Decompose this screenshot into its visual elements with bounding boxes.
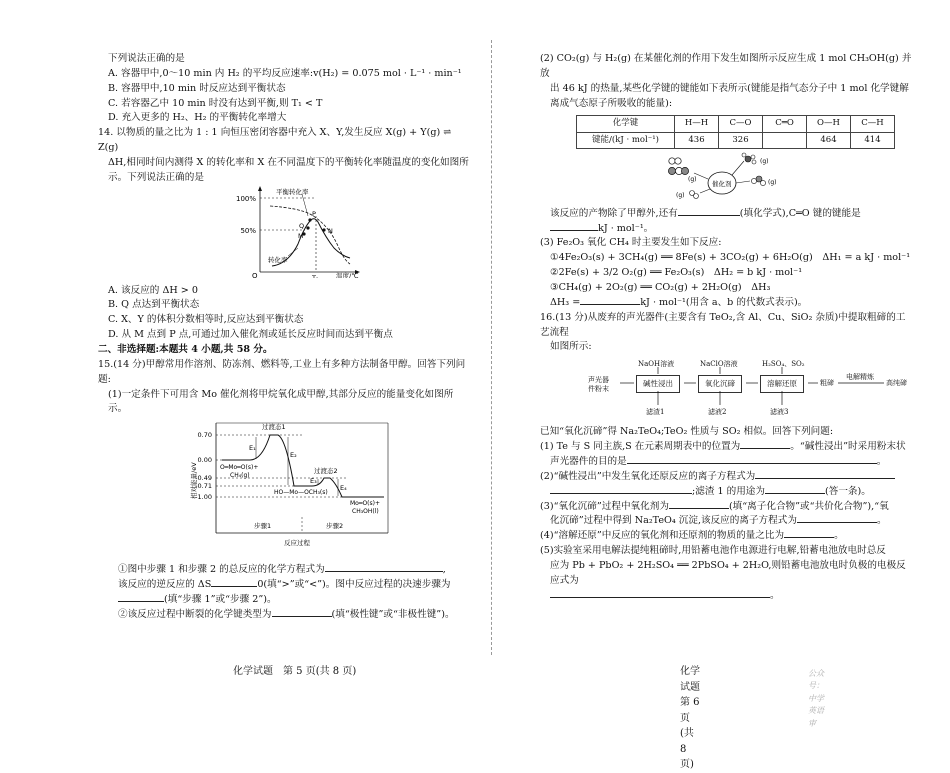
q16-q4-text: (4)“溶解还原”中反应的氧化剂和还原剂的物质的量之比为: [540, 530, 785, 542]
q16-q1-line-2: 声光器件的目的是 。: [550, 455, 887, 467]
q15-tick-000: 0.00: [197, 456, 212, 465]
q15-2-text-a: 该反应的产物除了甲醇外,还有: [550, 207, 678, 219]
catalyst-reaction-diagram: [540, 151, 915, 201]
table-header-row: [577, 116, 895, 132]
q14-point-p: P: [312, 209, 316, 218]
flow-reagent-3: H₂SO₄、SO₂: [762, 360, 805, 369]
q16-q2-line-2: [540, 485, 915, 500]
ratio-blank[interactable]: [784, 529, 834, 538]
q15-2-question-line: [540, 207, 915, 222]
left-page-footer: 化学试题 第 5 页(共 8 页): [233, 666, 357, 677]
q14-stem-3: 示。下列说法正确的是: [108, 171, 204, 183]
table-cell: 436: [675, 132, 719, 148]
q15-3-reaction-2: ②2Fe(s) + 3/2 O₂(g) ══ Fe₂O₃(s) ΔH₂ = b kJ · mol⁻¹: [550, 267, 803, 279]
q14-y-50: 50%: [240, 226, 256, 235]
q15-y-label: 相对能量/eV: [190, 462, 198, 500]
q16-q2-line-1: [540, 470, 915, 485]
flow-step-oxidative-precip: 氧化沉碲: [698, 375, 742, 393]
table-header: 化学键: [577, 116, 675, 132]
table-row: [577, 132, 895, 148]
right-page-footer: 化学试题 第 6 页(共 8 页): [680, 666, 710, 770]
q15-3-text-a: ΔH₃ =: [550, 296, 581, 308]
q14-stem-1: 14. 以物质的量之比为 1 : 1 向恒压密闭容器中充入 X、Y,发生反应 X(g) + Y(g) ⇌ Z(g): [98, 127, 452, 154]
q15-state-3b: CH₃OH(l): [352, 508, 379, 516]
delta-h3-blank[interactable]: [580, 296, 640, 305]
section-2-heading: 二、非选择题:本题共 4 小题,共 58 分。: [98, 344, 273, 356]
q16-q2-text-b: ;滤渣 1 的用途为: [692, 485, 765, 497]
q15-state-2: HO—Mo—OCH₃(s): [274, 489, 328, 497]
q14-option-c: C. X、Y 的体积分数相等时,反应达到平衡状态: [108, 314, 304, 326]
q16-q1-text-b: 。“碱性浸出”时采用粉末状: [790, 441, 906, 453]
q13-option-c: C. 若容器乙中 10 min 时没有达到平衡,则 T₁ < T: [108, 97, 323, 109]
q15-part-1: (1)一定条件下可用含 Mo 催化剂将甲烷氧化成甲醇,其部分反应的能量变化如图所示。: [108, 388, 454, 415]
anode-reaction-blank[interactable]: [550, 589, 770, 598]
table-header: H—H: [675, 116, 719, 132]
q15-state-1a: O═Mo═O(s)+: [220, 464, 259, 472]
page-divider: [491, 40, 492, 655]
table-header: O—H: [807, 116, 851, 132]
q16-q3-text-a: (3)“氧化沉碲”过程中氧化剂为: [540, 500, 669, 512]
q14-conv-label: 转化率: [268, 255, 288, 264]
q15-tick-070: 0.70: [197, 431, 212, 440]
q14-stem-2: ΔH,相同时间内测得 X 的转化率和 X 在不同温度下的平衡转化率随温度的变化如图所: [108, 157, 469, 169]
s-position-blank[interactable]: [740, 440, 790, 449]
q15-3-reaction-3: ③CH₄(g) + 2O₂(g) ══ CO₂(g) + 2H₂O(g) ΔH₃: [550, 281, 771, 293]
q15-tick-100: -1.00: [195, 493, 212, 502]
process-flowchart: [588, 357, 915, 421]
q15-state-3a: Mo═O(s)+: [350, 500, 381, 508]
q15-2-line-3: 离成气态原子所吸收的能量):: [550, 97, 673, 109]
flow-raw-2: 件粉末: [588, 385, 609, 394]
q14-t1: T₁: [312, 273, 319, 278]
right-column: [540, 52, 915, 604]
q15-e3: E₃: [310, 477, 317, 486]
q15-step-2: 步骤2: [326, 522, 344, 531]
table-header: C—H: [851, 116, 895, 132]
q14-point-q: Q: [299, 221, 305, 230]
q15-tick-049: -0.49: [195, 474, 212, 483]
q15-ts2: 过渡态2: [314, 467, 338, 476]
q15-2-text-b: (填化学式),C═O 键的键能是: [739, 207, 861, 219]
q16-q2-text-c: (答一条)。: [825, 485, 871, 497]
q14-eq-label: 平衡转化率: [276, 187, 309, 196]
flow-arrows: [588, 357, 918, 421]
q16-q2-text-a: (2)“碱性浸出”中发生氧化还原反应的离子方程式为: [540, 470, 756, 482]
flow-reagent-1: NaOH溶液: [638, 360, 675, 369]
q13-option-d: D. 充入更多的 H₂、H₂ 的平衡转化率增大: [108, 112, 287, 124]
flow-waste-2: 滤液2: [708, 408, 727, 417]
bond-energy-blank[interactable]: [550, 222, 598, 231]
q14-y-100: 100%: [235, 194, 256, 203]
flow-crude-te: 粗碲: [820, 379, 834, 388]
flow-waste-3: 滤液3: [770, 408, 789, 417]
q14-point-n: N: [328, 226, 333, 235]
q16-q3-text-b: (填“离子化合物”或“共价化合物”),“氧: [728, 500, 889, 512]
q15-2-text-c: kJ · mol⁻¹。: [598, 222, 654, 234]
table-cell: 464: [807, 132, 851, 148]
leach-equation-blank[interactable]: [755, 470, 895, 479]
diagram-gas-2: (g): [760, 157, 769, 165]
q16-q1-line-1: [540, 440, 915, 455]
q15-ii-text-b: (填“极性键”或“非极性键”)。: [331, 608, 455, 620]
powder-purpose-blank[interactable]: [627, 455, 877, 464]
q15-3-text-b: kJ · mol⁻¹(用含 a、b 的代数式表示)。: [640, 296, 808, 308]
table-header: C═O: [763, 116, 807, 132]
q15-2-line-1: (2) CO₂(g) 与 H₂(g) 在某催化剂的作用下发生如图所示反应生成 1 mol CH₃OH(g) 并放: [540, 53, 912, 79]
q16-given-info: 已知“氧化沉碲”得 Na₂TeO₄;TeO₂ 性质与 SO₂ 相似。回答下列问题:: [540, 426, 834, 438]
q15-ii-text-a: ②该反应过程中断裂的化学键类型为: [118, 608, 272, 620]
q15-i-text-2a: 该反应的逆反应的 ΔS: [118, 579, 212, 591]
q16-q5-line-1: (5)实验室采用电解法提纯粗碲时,用铅蓄电池作电源进行电解,铅蓄电池放电时总反: [540, 545, 886, 557]
q16-q5-line-3: 。: [540, 589, 915, 604]
q15-x-label: 反应过程: [284, 539, 310, 548]
q15-i-text-1: ①图中步骤 1 和步骤 2 的总反应的化学方程式为: [118, 564, 325, 576]
oxidant-blank[interactable]: [669, 500, 729, 509]
residue-use-blank[interactable]: [765, 485, 825, 494]
precip-equation-blank[interactable]: [797, 514, 877, 523]
q16-q4-line: (4)“溶解还原”中反应的氧化剂和还原剂的物质的量之比为 。: [540, 530, 844, 542]
q16-q3-line-2: 化沉碲”过程中得到 Na₂TeO₄ 沉淀,该反应的离子方程式为 。: [550, 515, 887, 527]
q16-q1-text-a: (1) Te 与 S 同主族,S 在元素周期表中的位置为: [540, 441, 741, 453]
flow-step-dissolve-reduce: 溶解还原: [760, 375, 804, 393]
q14-origin: O: [252, 271, 258, 278]
q14-option-d: D. 从 M 点到 P 点,可通过加入催化剂或延长反应时间而达到平衡点: [108, 329, 393, 341]
q16-q5-line-2: 应为 Pb + PbO₂ + 2H₂SO₄ ══ 2PbSO₄ + 2H₂O,则铅蓄电池放电时负极的电极反应式为: [550, 559, 906, 586]
q15-i-line-1: ①图中步骤 1 和步骤 2 的总反应的化学方程式为 ,: [118, 564, 446, 576]
flow-pure-te: 高纯碲: [886, 379, 907, 388]
q15-3-stem: (3) Fe₂O₃ 氧化 CH₄ 时主要发生如下反应:: [540, 237, 722, 249]
q16-q1-text-c: 声光器件的目的是: [550, 455, 627, 467]
q15-e4: E₄: [340, 484, 347, 493]
q16-stem-2: 如图所示:: [550, 341, 592, 353]
q14-option-a: A. 该反应的 ΔH > 0: [108, 284, 198, 296]
q14-point-m: M: [298, 231, 304, 240]
table-row-label: 键能/(kJ · mol⁻¹): [577, 132, 675, 148]
q15-2-line-2: 出 46 kJ 的热量,某些化学键的键能如下表所示(键能是指气态分子中 1 mol 化学键解: [550, 82, 909, 94]
q15-i-text-2b: 0(填“>”或“<”)。图中反应过程的决速步骤为: [257, 579, 451, 591]
flow-raw-1: 声光器: [588, 376, 609, 385]
q14-x-label: 温度/℃: [336, 271, 359, 278]
diagram-gas-1: (g): [688, 175, 697, 183]
leach-equation-cont-blank[interactable]: [550, 485, 692, 494]
q15-e2: E₂: [290, 451, 297, 460]
flow-step-alkaline-leach: 碱性浸出: [636, 375, 680, 393]
diagram-gas-3: (g): [768, 178, 777, 186]
flow-electrorefine: 电解精炼: [846, 373, 874, 382]
flow-reagent-2: NaClO溶液: [700, 360, 738, 369]
q15-tick-071: -0.71: [195, 482, 212, 491]
table-cell: 326: [719, 132, 763, 148]
q15-stem: 15.(14 分)甲醇常用作溶剂、防冻剂、燃料等,工业上有多种方法制备甲醇。回答下列问题:: [98, 358, 466, 385]
byproduct-blank[interactable]: [678, 207, 740, 216]
table-header: C—O: [719, 116, 763, 132]
q14-option-b: B. Q 点达到平衡状态: [108, 299, 200, 311]
q15-state-1b: CH₄(g): [230, 472, 250, 480]
q15-3-reaction-1: ①4Fe₂O₃(s) + 3CH₄(g) ══ 8Fe(s) + 3CO₂(g) + 6H₂O(g) ΔH₁ = a kJ · mol⁻¹: [550, 252, 911, 264]
watermark: 公众号：中学英语审: [808, 669, 824, 728]
catalyst-label: 催化剂: [712, 179, 732, 188]
q15-2-answer-line: [540, 222, 915, 237]
q13-option-a: A. 容器甲中,0～10 min 内 H₂ 的平均反应速率:v(H₂) = 0.075 mol · L⁻¹ · min⁻¹: [108, 67, 462, 79]
q15-step-1: 步骤1: [254, 522, 272, 531]
q15-i-text-3: (填“步骤 1”或“步骤 2”)。: [164, 593, 277, 605]
q16-stem-1: 16.(13 分)从废弃的声光器件(主要含有 TeO₂,含 Al、Cu、SiO₂ 杂质)中提取粗碲的工艺流程: [540, 311, 906, 338]
q13-option-b: B. 容器甲中,10 min 时反应达到平衡状态: [108, 82, 286, 94]
q15-3-answer-line: [540, 296, 915, 311]
table-cell: [763, 132, 807, 148]
q16-q3-line-1: [540, 500, 915, 515]
q15-e1: E₁: [249, 444, 256, 453]
q15-ts1: 过渡态1: [262, 423, 286, 432]
diagram-gas-4: (g): [676, 191, 685, 199]
q13-stem: 下列说法正确的是: [108, 53, 185, 64]
bond-energy-table: [576, 115, 895, 148]
table-cell: 414: [851, 132, 895, 148]
flow-waste-1: 滤渣1: [646, 408, 665, 417]
q16-q3-text-c: 化沉碲”过程中得到 Na₂TeO₄ 沉淀,该反应的离子方程式为: [550, 515, 797, 527]
